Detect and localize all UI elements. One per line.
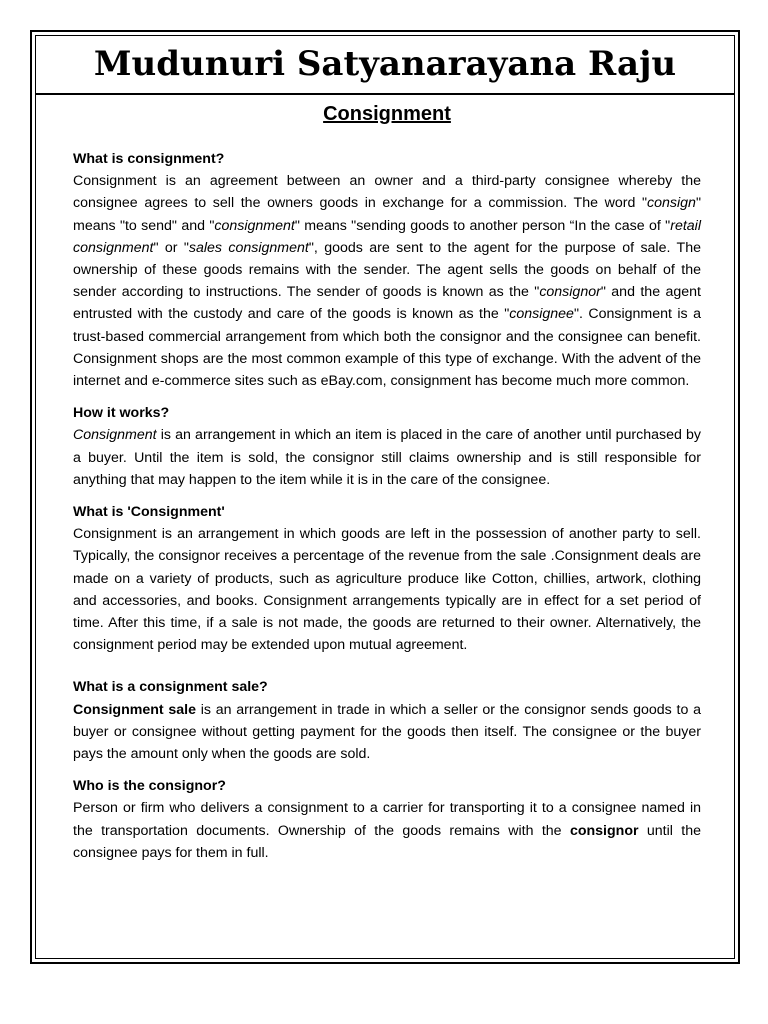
section-heading: What is 'Consignment' <box>73 504 225 521</box>
section-paragraph: Consignment sale is an arrangement in trade in which a seller or the consignor sends goods to a buyer or consignee without getting payment for the goods then itself. The consignee or the buyer pays the amount only when the goods are sold. <box>73 701 701 763</box>
section-paragraph: Consignment is an agreement between an owner and a third-party consignee whereby the consignee agrees to sell the owners goods in exchange for a commission. The word "consign" means "to send" and "consignment" means "sending goods to another person “In the case of "retail consignment" or "sales consignment", goods are sent to the agent for the purpose of sale. The ownership of these goods remains with the sender. The agent sells the goods on behalf of the sender according to instructions. The sender of goods is known as the "consignor" and the agent entrusted with the custody and care of the goods is known as the "consignee". Consignment is a trust-based commercial arrangement from which both the consignor and the consignee can benefit. Consignment shops are the most common example of this type of exchange. With the advent of the internet and e-commerce sites such as eBay.com, consignment has become much more common. <box>73 173 701 390</box>
document-body <box>73 96 701 874</box>
section-heading: What is a consignment sale? <box>73 679 268 696</box>
author-header <box>35 35 735 95</box>
author-name: Mudunuri Satyanarayana Raju <box>93 44 677 84</box>
section-paragraph: Consignment is an arrangement in which goods are left in the possession of another party to sell. Typically, the consignor receives a percentage of the revenue from the sale .Consignment deals are made on a variety of products, such as agriculture produce like Cotton, chillies, artwork, clothing and accessories, and books. Consignment arrangements typically are in effect for a set period of time. After this time, if a sale is not made, the goods are returned to their owner. Alternatively, the consignment period may be extended upon mutual agreement. <box>73 526 701 654</box>
section-paragraph: Person or firm who delivers a consignment to a carrier for transporting it to a consignee named in the transportation documents. Ownership of the goods remains with the consignor until the consignee pays for them in full. <box>73 800 701 861</box>
section-paragraph: Consignment is an arrangement in which an item is placed in the care of another until purchased by a buyer. Until the item is sold, the consignor still claims ownership and is still responsible for anything that may happen to the item while it is in the care of the consignee. <box>73 427 701 488</box>
section-heading: What is consignment? <box>73 151 225 167</box>
document-title: Consignment <box>323 103 451 125</box>
section-heading: Who is the consignor? <box>73 778 226 795</box>
section-heading: How it works? <box>73 405 170 422</box>
